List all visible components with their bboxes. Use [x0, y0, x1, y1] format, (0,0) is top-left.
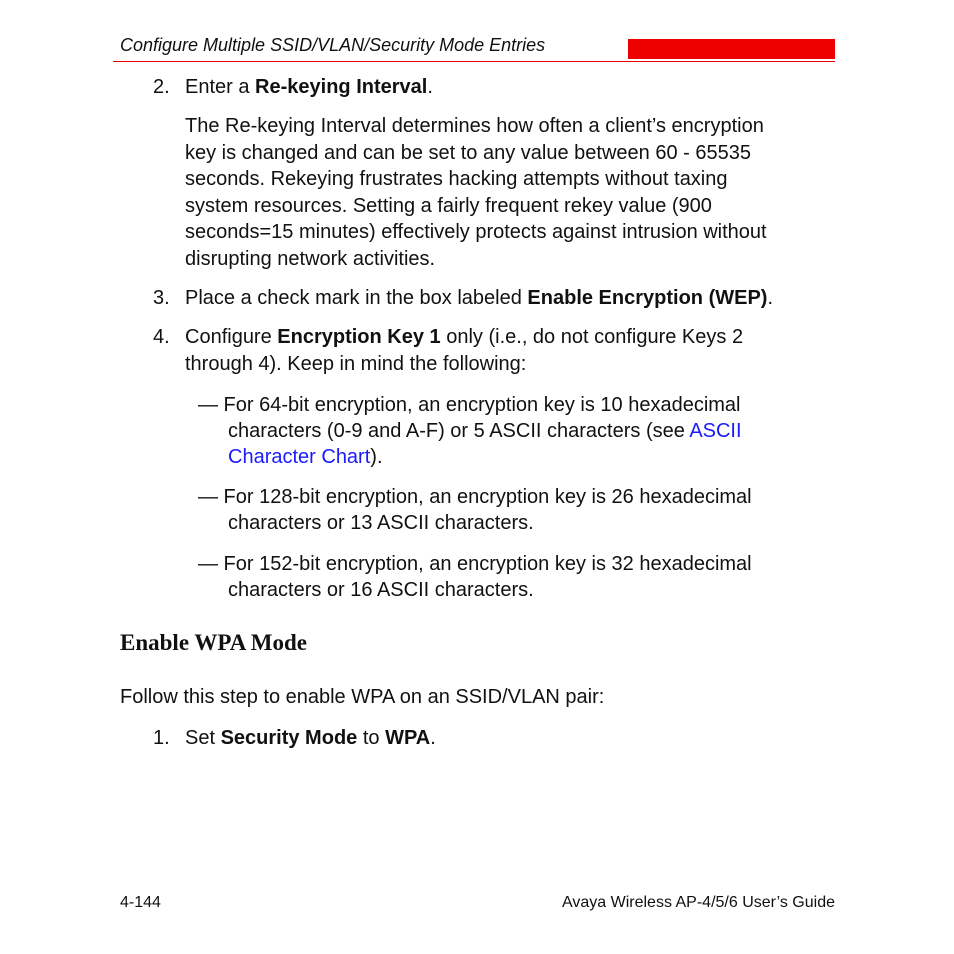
bullet-line: — For 152-bit encryption, an encryption key is 32 hexadecimal [198, 553, 752, 575]
bullet-1-suffix: ). [370, 446, 383, 468]
section-intro: Follow this step to enable WPA on an SSID/VLAN pair: [120, 686, 605, 708]
wpa-step-prefix: Set [185, 727, 221, 749]
wpa-step-bold-term: Security Mode [220, 727, 358, 749]
bullet-1-text: characters (0-9 and A-F) or 5 ASCII characters (see [228, 420, 690, 442]
ascii-chart-link-continued[interactable]: Character Chart [228, 446, 371, 468]
step-3-bold-term: Enable Encryption (WEP) [527, 287, 768, 309]
bullet-line: characters or 13 ASCII characters. [228, 512, 534, 534]
step-number: 1. [153, 727, 170, 749]
page-number: 4-144 [120, 894, 161, 911]
bullet-line [228, 444, 383, 470]
step-2-text [185, 74, 433, 100]
step-4-text [185, 324, 743, 350]
step-4-prefix: Configure [185, 326, 278, 348]
header-rule [113, 61, 835, 62]
step-4-line-2: through 4). Keep in mind the following: [185, 353, 527, 375]
step-4-bold-term: Encryption Key 1 [277, 326, 441, 348]
paragraph-line: system resources. Setting a fairly frequent rekey value (900 [185, 195, 712, 217]
paragraph-line: key is changed and can be set to any value between 60 - 65535 [185, 142, 751, 164]
step-number: 2. [153, 76, 170, 98]
paragraph-line: disrupting network activities. [185, 248, 436, 270]
wpa-step-1-text [185, 725, 436, 751]
step-3-prefix: Place a check mark in the box labeled [185, 287, 528, 309]
paragraph-line: seconds=15 minutes) effectively protects against intrusion without [185, 221, 767, 243]
bullet-line: — For 64-bit encryption, an encryption key is 10 hexadecimal [198, 394, 741, 416]
ascii-chart-link[interactable]: ASCII [689, 420, 742, 442]
wpa-step-middle: to [357, 727, 386, 749]
wpa-step-suffix: . [430, 727, 436, 749]
bullet-line [228, 418, 742, 444]
step-2-prefix: Enter a [185, 76, 256, 98]
bullet-line: — For 128-bit encryption, an encryption key is 26 hexadecimal [198, 486, 752, 508]
step-number: 3. [153, 287, 170, 309]
step-3-text [185, 285, 773, 311]
header-accent-bar [628, 39, 835, 59]
bullet-line: characters or 16 ASCII characters. [228, 579, 534, 601]
paragraph-line: The Re-keying Interval determines how often a client’s encryption [185, 115, 764, 137]
section-heading: Enable WPA Mode [120, 630, 307, 655]
step-4-suffix: only (i.e., do not configure Keys 2 [440, 326, 744, 348]
step-2-bold-term: Re-keying Interval [255, 76, 428, 98]
step-number: 4. [153, 326, 170, 348]
running-header-title: Configure Multiple SSID/VLAN/Security Mode Entries [120, 35, 546, 55]
step-3-suffix: . [767, 287, 774, 309]
step-2-suffix: . [427, 76, 433, 98]
wpa-step-bold-value: WPA [385, 727, 431, 749]
guide-title: Avaya Wireless AP-4/5/6 User’s Guide [561, 894, 835, 911]
paragraph-line: seconds. Rekeying frustrates hacking attempts without taxing [185, 168, 728, 190]
